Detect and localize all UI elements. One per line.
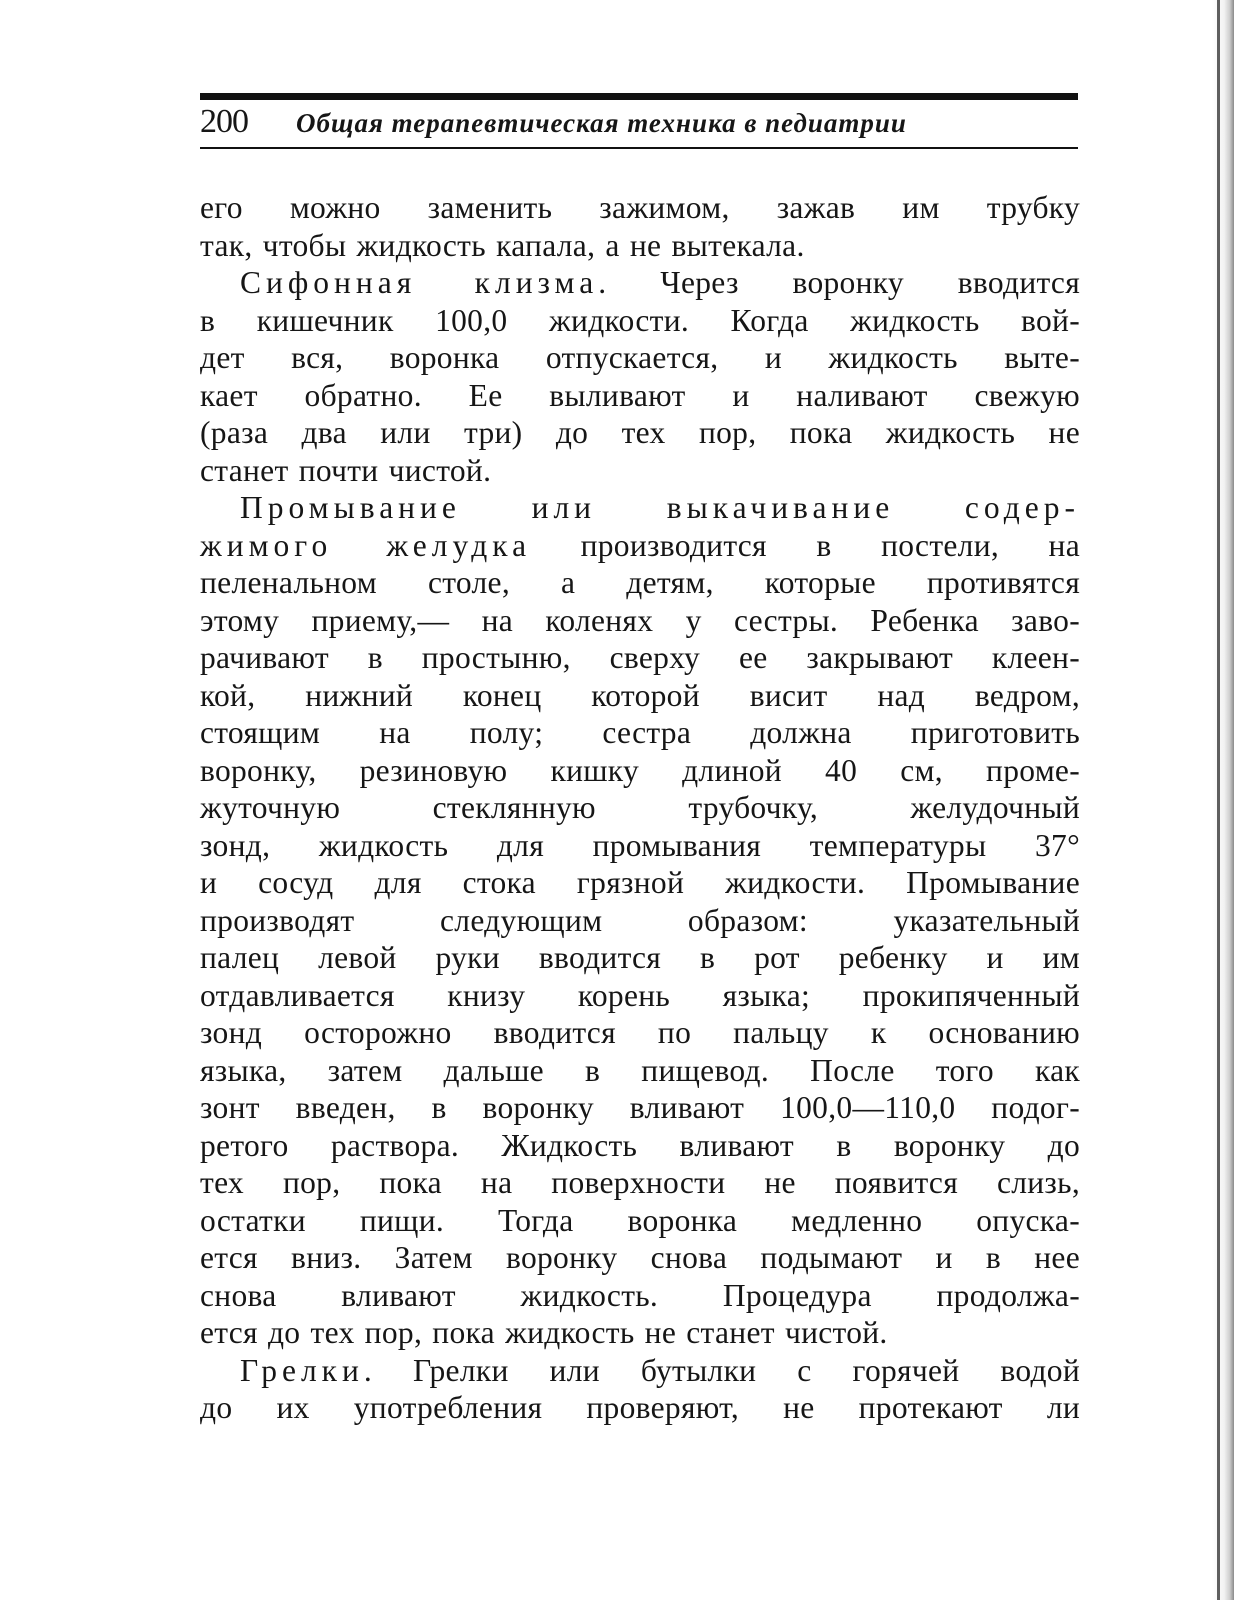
text-line: остатки пищи. Тогда воронка медленно опуска- [200,1202,1080,1238]
text-line: ретого раствора. Жидкость вливают в воронку до [200,1127,1080,1163]
page-header [200,103,1078,143]
text-line: так, чтобы жидкость капала, а не вытекала. [200,227,805,263]
text-line: кает обратно. Ее выливают и наливают свежую [200,377,1080,413]
body-text [200,190,1080,1427]
text-line: стоящим на полу; сестра должна приготовить [200,715,1080,750]
header-bottom-rule [200,147,1078,149]
text-line: его можно заменить зажимом, зажав им трубку [200,190,1080,225]
text-line: дет вся, воронка отпускается, и жидкость выте- [200,340,1080,375]
text-line: жуточную стеклянную трубочку, желудочный [200,790,1080,825]
header-top-rule [200,93,1078,100]
text-line: ется до тех пор, пока жидкость не станет чистой. [200,1315,888,1350]
text-line: воронку, резиновую кишку длиной 40 см, проме- [200,752,1080,788]
text-line: кой, нижний конец которой висит над ведром, [200,677,1080,713]
text-segment: производится в постели, на [531,527,1080,563]
text-line: этому приему,— на коленях у сестры. Ребенка заво- [200,602,1080,638]
text-line: зонд, жидкость для промывания температуры 37° [200,827,1080,863]
text-line: ется вниз. Затем воронку снова подымают и в нее [200,1240,1080,1275]
text-line [200,528,1080,565]
term-gastric-lavage-line1: Промывание или выкачивание содер- [240,490,1080,525]
text-segment: . Грелки или бутылки с горячей водой [363,1352,1080,1388]
text-line: (раза два или три) до тех пор, пока жидкость не [200,415,1080,450]
text-line: зонд осторожно вводится по пальцу к основанию [200,1015,1080,1050]
text-line: отдавливается книзу корень языка; прокипяченный [200,977,1080,1013]
text-line: зонт введен, в воронку вливают 100,0—110,0 подог- [200,1090,1080,1125]
text-line: в кишечник 100,0 жидкости. Когда жидкость вой- [200,302,1080,338]
term-siphon-enema: Сифонная клизма [240,265,599,300]
text-line: пеленальном столе, а детям, которые противятся [200,565,1080,600]
text-line: до их употребления проверяют, не протекают ли [200,1390,1080,1425]
text-line: тех пор, пока на поверхности не появится слизь, [200,1165,1080,1200]
text-line: палец левой руки вводится в рот ребенку и им [200,940,1080,975]
text-line: станет почти чистой. [200,452,492,488]
text-line: языка, затем дальше в пищевод. После того как [200,1052,1080,1088]
text-line [200,265,1080,302]
text-line: рачивают в простыню, сверху ее закрывают клеен- [200,640,1080,675]
book-spine-shadow [1212,0,1234,1600]
text-segment: . Через воронку вводится [598,265,1080,300]
term-gastric-lavage-line2: жимого желудка [200,527,532,563]
page-number: 200 [200,103,248,140]
text-line [200,1353,1080,1390]
text-line: и сосуд для стока грязной жидкости. Промывание [200,865,1080,900]
text-line: производят следующим образом: указательный [200,902,1080,938]
text-line: снова вливают жидкость. Процедура продолжа- [200,1277,1080,1313]
book-spine-edge [1217,0,1220,1600]
running-title: Общая терапевтическая техника в педиатрии [296,108,907,138]
term-hot-water-bottles: Грелки [240,1352,364,1388]
